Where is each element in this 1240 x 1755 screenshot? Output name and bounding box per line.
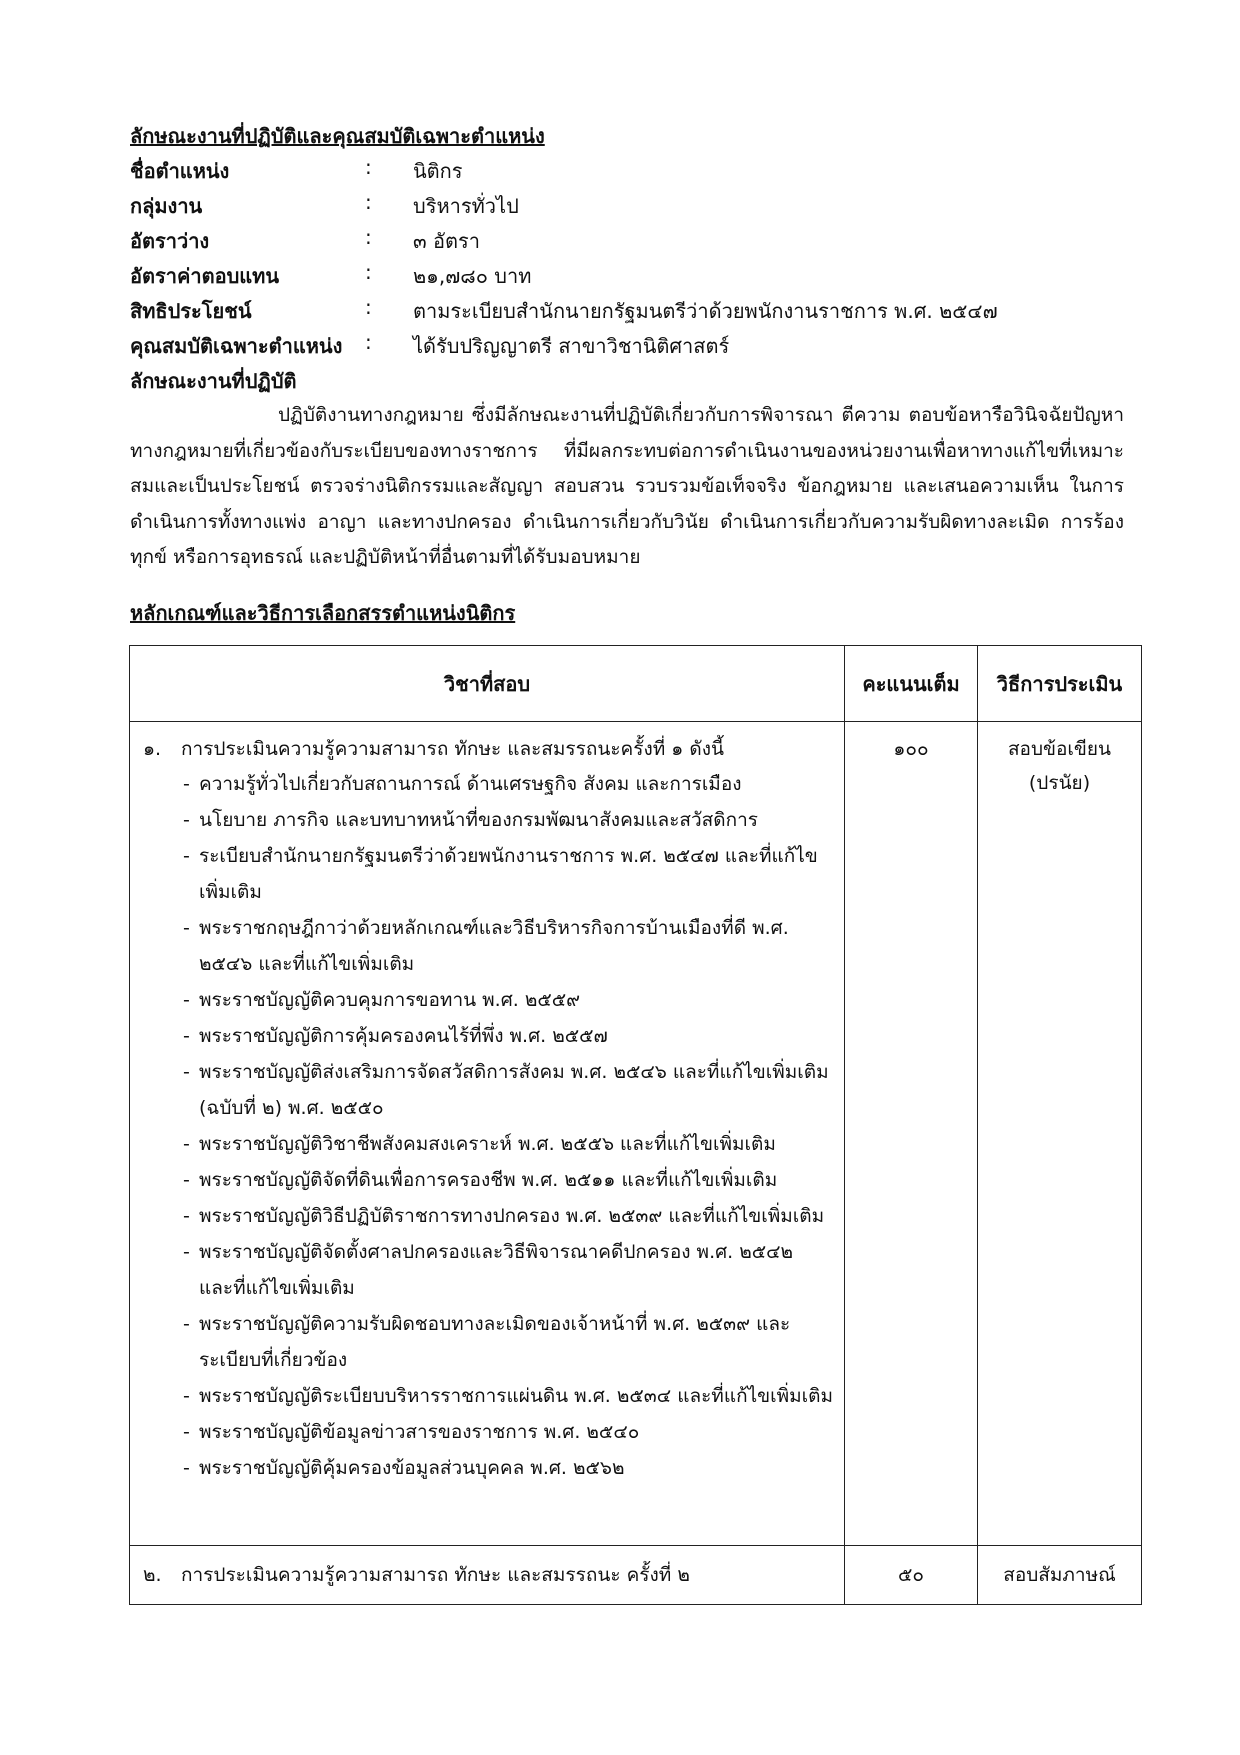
subject-cell: [130, 722, 845, 1546]
list-item: - พระราชบัญญัติความรับผิดชอบทางละเมิดของเจ้าหน้าที่ พ.ศ. ๒๕๓๙ และระเบียบที่เกี่ยวข้อง: [183, 1306, 833, 1378]
info-label: อัตราว่าง: [130, 229, 210, 253]
info-colon: :: [365, 330, 372, 354]
list-item: - พระราชบัญญัติส่งเสริมการจัดสวัสดิการสังคม พ.ศ. ๒๕๔๖ และที่แก้ไขเพิ่มเติม (ฉบับที่ ๒) พ.ศ. ๒๕๕๐: [183, 1054, 833, 1126]
info-value: ตามระเบียบสำนักนายกรัฐมนตรีว่าด้วยพนักงานราชการ พ.ศ. ๒๕๔๗: [413, 299, 998, 323]
info-colon: :: [365, 155, 372, 179]
list-item: - พระราชบัญญัติจัดตั้งศาลปกครองและวิธีพิจารณาคดีปกครอง พ.ศ. ๒๕๔๒ และที่แก้ไขเพิ่มเติม: [183, 1234, 833, 1306]
info-colon: :: [365, 225, 372, 249]
info-value: นิติกร: [413, 159, 463, 183]
table-header-row: [130, 646, 1142, 722]
list-item: - พระราชบัญญัติวิชาชีพสังคมสงเคราะห์ พ.ศ. ๒๕๕๖ และที่แก้ไขเพิ่มเติม: [183, 1126, 833, 1162]
exam-item-title: [131, 732, 843, 766]
exam-table: [129, 645, 1142, 1605]
info-colon: :: [365, 190, 372, 214]
list-item: - ระเบียบสำนักนายกรัฐมนตรีว่าด้วยพนักงานราชการ พ.ศ. ๒๕๔๗ และที่แก้ไขเพิ่มเติม: [183, 838, 833, 910]
method-cell: สอบสัมภาษณ์: [978, 1546, 1142, 1605]
section-title-job-description: ลักษณะงานที่ปฏิบัติและคุณสมบัติเฉพาะตำแหน่ง: [130, 124, 545, 148]
list-item: - พระราชบัญญัติข้อมูลข่าวสารของราชการ พ.ศ. ๒๕๔๐: [183, 1414, 833, 1450]
list-item: - พระราชบัญญัติระเบียบบริหารราชการแผ่นดิน พ.ศ. ๒๕๓๔ และที่แก้ไขเพิ่มเติม: [183, 1378, 833, 1414]
info-value: ๓ อัตรา: [413, 229, 481, 253]
duties-paragraph: ปฏิบัติงานทางกฎหมาย ซึ่งมีลักษณะงานที่ปฏิบัติเกี่ยวกับการพิจารณา ตีความ ตอบข้อหารือวินิจฉัยปัญหาทางกฎหมายที่เกี่ยวข้องกับระเบียบของทางราชการ ที่มีผลกระทบต่อการดำเนินงานของหน่วยงานเพื่อหาทางแก้ไขที่เหมาะสมและเป็นประโยชน์ ตรวจร่างนิติกรรมและสัญญา สอบสวน รวบรวมข้อเท็จจริง ข้อกฎหมาย และเสนอความเห็น ในการดำเนินการทั้งทางแพ่ง อาญา และทางปกครอง ดำเนินการเกี่ยวกับวินัย ดำเนินการเกี่ยวกับความรับผิดทางละเมิด การร้องทุกข์ หรือการอุทธรณ์ และปฏิบัติหน้าที่อื่นตามที่ได้รับมอบหมาย: [130, 404, 1124, 568]
list-item: - พระราชบัญญัติจัดที่ดินเพื่อการครองชีพ พ.ศ. ๒๕๑๑ และที่แก้ไขเพิ่มเติม: [183, 1162, 833, 1198]
info-value: ๒๑,๗๘๐ บาท: [413, 264, 532, 288]
header-score: คะแนนเต็ม: [845, 646, 978, 722]
score-cell: ๕๐: [845, 1546, 978, 1605]
subject-cell: [130, 1546, 845, 1605]
method-cell: สอบข้อเขียน (ปรนัย): [978, 722, 1142, 1546]
score-cell: ๑๐๐: [845, 722, 978, 1546]
item-number: ๑.: [143, 738, 162, 760]
list-item: - พระราชบัญญัติวิธีปฏิบัติราชการทางปกครอง พ.ศ. ๒๕๓๙ และที่แก้ไขเพิ่มเติม: [183, 1198, 833, 1234]
item-title-text: การประเมินความรู้ความสามารถ ทักษะ และสมรรถนะครั้งที่ ๑ ดังนี้: [181, 738, 724, 760]
list-item: - พระราชบัญญัติคุ้มครองข้อมูลส่วนบุคคล พ.ศ. ๒๕๖๒: [183, 1450, 833, 1486]
info-value: บริหารทั่วไป: [413, 194, 519, 218]
table-row: [130, 1546, 1142, 1605]
info-colon: :: [365, 295, 372, 319]
exam-item-title: [131, 1558, 843, 1592]
subject-list: [131, 766, 843, 1486]
section-title-selection-criteria: หลักเกณฑ์และวิธีการเลือกสรรตำแหน่งนิติกร: [130, 601, 516, 625]
item-number: ๒.: [143, 1564, 162, 1586]
item-title-text: การประเมินความรู้ความสามารถ ทักษะ และสมรรถนะ ครั้งที่ ๒: [181, 1564, 690, 1586]
info-label: สิทธิประโยชน์: [130, 299, 252, 323]
info-label: ชื่อตำแหน่ง: [130, 159, 230, 183]
list-item: - พระราชกฤษฎีกาว่าด้วยหลักเกณฑ์และวิธีบริหารกิจการบ้านเมืองที่ดี พ.ศ. ๒๕๔๖ และที่แก้ไขเพิ่มเติม: [183, 910, 833, 982]
list-item: - นโยบาย ภารกิจ และบทบาทหน้าที่ของกรมพัฒนาสังคมและสวัสดิการ: [183, 802, 833, 838]
info-colon: :: [365, 260, 372, 284]
info-value: ได้รับปริญญาตรี สาขาวิชานิติศาสตร์: [413, 334, 730, 358]
info-label: กลุ่มงาน: [130, 194, 203, 218]
info-label: อัตราค่าตอบแทน: [130, 264, 280, 288]
list-item: - พระราชบัญญัติการคุ้มครองคนไร้ที่พึ่ง พ.ศ. ๒๕๕๗: [183, 1018, 833, 1054]
list-item: - พระราชบัญญัติควบคุมการขอทาน พ.ศ. ๒๕๕๙: [183, 982, 833, 1018]
header-subject: วิชาที่สอบ: [130, 646, 845, 722]
duties-label: ลักษณะงานที่ปฏิบัติ: [130, 369, 297, 393]
table-row: [130, 722, 1142, 1546]
info-label: คุณสมบัติเฉพาะตำแหน่ง: [130, 334, 343, 358]
header-method: วิธีการประเมิน: [978, 646, 1142, 722]
list-item: - ความรู้ทั่วไปเกี่ยวกับสถานการณ์ ด้านเศรษฐกิจ สังคม และการเมือง: [183, 766, 833, 802]
